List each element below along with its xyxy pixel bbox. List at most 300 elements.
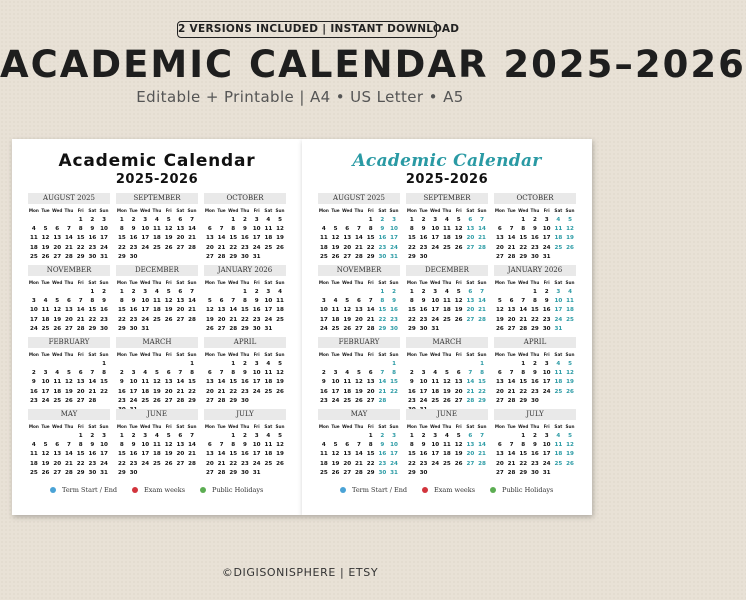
- day-cell: 26: [454, 460, 463, 467]
- weekday-label: Mon: [494, 424, 505, 429]
- day-cell: 20: [76, 388, 85, 395]
- day-cell: 11: [264, 226, 273, 233]
- day-cell: 3: [544, 361, 549, 367]
- day-cell: 5: [456, 433, 461, 439]
- weekday-label: Thu: [530, 352, 540, 357]
- day-cell: 3: [266, 289, 271, 295]
- day-cell: 12: [164, 226, 173, 233]
- day-cell: 6: [207, 442, 212, 449]
- legend-item: [50, 484, 117, 496]
- day-cell: 22: [519, 244, 528, 251]
- day-cell: 25: [566, 316, 574, 323]
- legend-label: Term Start / End: [352, 486, 408, 494]
- legend-label: Exam weeks: [434, 486, 476, 494]
- weekday-label: Tue: [331, 280, 340, 285]
- day-cell: 27: [466, 244, 475, 251]
- day-cell: 12: [276, 370, 284, 377]
- day-cell: 27: [495, 397, 504, 404]
- day-cell: 8: [380, 298, 385, 305]
- weekday-label: Sat: [554, 208, 563, 213]
- day-cell: 28: [88, 397, 97, 404]
- day-cell: 15: [117, 307, 126, 314]
- weekday-label: Sat: [466, 208, 475, 213]
- day-cell: 14: [217, 379, 226, 386]
- day-cell: 28: [76, 325, 85, 332]
- day-cell: 2: [90, 217, 95, 223]
- day-cell: 20: [176, 451, 185, 458]
- day-cell: 1: [368, 433, 373, 439]
- day-cell: 8: [368, 442, 373, 449]
- day-cell: 1: [380, 289, 385, 295]
- day-cell: 25: [264, 388, 273, 395]
- day-cell: 17: [100, 451, 108, 458]
- day-cell: 12: [205, 307, 214, 314]
- weekday-label: Tue: [331, 208, 340, 213]
- month-block: [494, 337, 576, 407]
- day-cell: 21: [466, 388, 475, 395]
- day-cell: 18: [343, 388, 352, 395]
- day-cell: 16: [129, 307, 138, 314]
- weekday-label: Fri: [253, 424, 260, 429]
- day-cell: 23: [531, 460, 539, 467]
- legend-item: [490, 484, 553, 496]
- day-cell: 13: [65, 307, 73, 314]
- day-cell: 6: [66, 298, 71, 305]
- day-cell: 18: [443, 307, 451, 314]
- day-cell: 19: [454, 451, 463, 458]
- weekday-label: Thu: [442, 280, 452, 285]
- day-cell: 14: [76, 307, 85, 314]
- day-cell: 7: [219, 370, 224, 377]
- day-cell: 4: [154, 289, 159, 295]
- day-cell: 22: [519, 388, 528, 395]
- day-cell: 10: [100, 226, 108, 233]
- day-cell: 17: [542, 379, 551, 386]
- day-cell: 25: [431, 397, 440, 404]
- day-cell: 8: [231, 442, 236, 449]
- day-cell: 22: [76, 460, 85, 467]
- day-cell: 28: [355, 469, 363, 476]
- weekday-label: Thu: [64, 424, 74, 429]
- day-cell: 10: [264, 298, 273, 305]
- legend-label: Public Holidays: [502, 486, 554, 494]
- month-block: [406, 337, 488, 407]
- day-cell: 24: [554, 316, 563, 323]
- weekday-label: Fri: [455, 424, 462, 429]
- day-cell: 13: [495, 235, 504, 242]
- day-cell: 14: [478, 298, 486, 305]
- weekday-label: Mon: [204, 280, 215, 285]
- day-cell: 7: [356, 442, 361, 449]
- day-cell: 10: [29, 307, 38, 314]
- legend-item: [422, 484, 475, 496]
- day-cell: 25: [554, 460, 563, 467]
- day-cell: 23: [419, 316, 428, 323]
- day-cell: 10: [141, 226, 150, 233]
- month-block: [28, 337, 110, 407]
- legend-dot-icon: [490, 487, 496, 493]
- day-cell: 14: [188, 298, 196, 305]
- day-cell: 25: [443, 316, 451, 323]
- day-cell: 10: [141, 298, 150, 305]
- day-cell: 20: [53, 244, 62, 251]
- day-cell: 4: [333, 298, 338, 305]
- day-cell: 16: [419, 235, 428, 242]
- day-cell: 17: [141, 235, 150, 242]
- day-cell: 11: [554, 442, 563, 449]
- day-cell: 27: [53, 469, 62, 476]
- day-cell: 1: [231, 361, 236, 367]
- day-cell: 21: [366, 316, 375, 323]
- day-cell: 28: [229, 325, 238, 332]
- weekday-header: [116, 423, 198, 430]
- day-cell: 17: [554, 307, 563, 314]
- month-name: FEBRUARY: [28, 337, 110, 348]
- weekday-label: Thu: [240, 208, 250, 213]
- day-cell: 14: [188, 442, 196, 449]
- day-cell: 5: [278, 217, 282, 223]
- day-cell: 2: [31, 370, 36, 377]
- day-cell: 6: [497, 370, 502, 377]
- weekday-label: Wed: [52, 352, 63, 357]
- day-cell: 25: [153, 244, 161, 251]
- weekday-label: Sun: [389, 424, 399, 429]
- weekday-label: Sat: [378, 280, 387, 285]
- month-name: JANUARY 2026: [204, 265, 286, 276]
- weekday-label: Tue: [41, 280, 50, 285]
- day-cell: 30: [241, 397, 249, 404]
- product-subtitle: Editable + Printable | A4 • US Letter • A5: [136, 88, 464, 106]
- day-cell: 4: [433, 370, 438, 377]
- day-cell: 26: [454, 316, 463, 323]
- day-cell: 3: [254, 361, 259, 367]
- weekday-label: Mon: [494, 208, 505, 213]
- month-name: APRIL: [494, 337, 576, 348]
- day-cell: 13: [343, 451, 352, 458]
- day-cell: 5: [444, 370, 449, 377]
- day-cell: 18: [319, 460, 328, 467]
- day-cell: 24: [264, 316, 273, 323]
- day-cell: 23: [252, 316, 261, 323]
- day-cell: 5: [166, 289, 171, 295]
- day-cell: 25: [264, 460, 273, 467]
- day-cell: 28: [478, 244, 486, 251]
- legend-dot-icon: [340, 487, 346, 493]
- day-cell: 9: [131, 442, 136, 449]
- day-cell: 15: [407, 307, 416, 314]
- weekday-label: Sun: [477, 352, 487, 357]
- day-cell: 26: [205, 325, 214, 332]
- day-cell: 18: [443, 451, 451, 458]
- day-cell: 13: [176, 442, 185, 449]
- month-block: [28, 193, 110, 263]
- weekday-header: [28, 279, 110, 286]
- day-cell: 24: [431, 460, 440, 467]
- weekday-header: [116, 279, 198, 286]
- month-block: [318, 193, 400, 263]
- day-cell: 22: [531, 316, 539, 323]
- day-cell: 18: [443, 235, 451, 242]
- day-cell: 19: [454, 235, 463, 242]
- month-block: [494, 193, 576, 263]
- day-cell: 31: [264, 325, 273, 332]
- day-cell: 18: [264, 379, 273, 386]
- day-cell: 23: [378, 244, 387, 251]
- legend-label: Term Start / End: [62, 486, 118, 494]
- day-cell: 18: [554, 235, 563, 242]
- day-cell: 2: [392, 289, 396, 295]
- day-cell: 6: [468, 289, 473, 295]
- weekday-header: [204, 207, 286, 214]
- weekday-label: Sat: [88, 424, 97, 429]
- day-cell: 7: [509, 370, 514, 377]
- weekday-label: Fri: [253, 280, 260, 285]
- day-cell: 5: [278, 361, 282, 367]
- day-cell: 26: [164, 316, 173, 323]
- day-cell: 19: [331, 244, 340, 251]
- day-cell: 10: [100, 442, 108, 449]
- day-cell: 11: [554, 370, 563, 377]
- day-cell: 1: [521, 361, 526, 367]
- day-cell: 9: [90, 442, 95, 449]
- legend-item: [340, 484, 407, 496]
- day-cell: 7: [219, 442, 224, 449]
- day-cell: 10: [554, 298, 563, 305]
- day-cell: 10: [331, 379, 340, 386]
- weekday-header: [318, 207, 400, 214]
- day-cell: 6: [178, 289, 183, 295]
- month-block: [406, 265, 488, 335]
- day-cell: 7: [509, 226, 514, 233]
- day-cell: 1: [532, 289, 537, 295]
- day-cell: 5: [568, 361, 572, 367]
- month-name: APRIL: [204, 337, 286, 348]
- day-cell: 21: [507, 388, 516, 395]
- day-cell: 20: [164, 388, 173, 395]
- weekday-label: Sun: [99, 280, 109, 285]
- day-cell: 25: [331, 325, 340, 332]
- day-cell: 29: [407, 325, 416, 332]
- day-cell: 12: [164, 442, 173, 449]
- day-cell: 17: [390, 235, 398, 242]
- weekday-label: Sun: [187, 280, 197, 285]
- day-cell: 26: [443, 397, 451, 404]
- day-cell: 20: [466, 307, 475, 314]
- day-cell: 16: [542, 307, 551, 314]
- weekday-label: Tue: [419, 208, 428, 213]
- day-cell: 3: [392, 433, 396, 439]
- day-cell: 12: [343, 307, 352, 314]
- weekday-label: Fri: [455, 208, 462, 213]
- weekday-label: Mon: [28, 280, 39, 285]
- weekday-label: Sun: [389, 280, 399, 285]
- day-cell: 10: [431, 298, 440, 305]
- day-cell: 15: [117, 235, 126, 242]
- weekday-label: Tue: [129, 352, 138, 357]
- day-cell: 18: [264, 235, 273, 242]
- day-cell: 1: [242, 289, 247, 295]
- day-cell: 26: [41, 253, 50, 260]
- weekday-label: Sun: [99, 352, 109, 357]
- day-cell: 20: [343, 244, 352, 251]
- day-cell: 19: [164, 235, 173, 242]
- day-cell: 30: [100, 325, 108, 332]
- day-cell: 11: [53, 379, 62, 386]
- day-cell: 6: [456, 370, 461, 377]
- day-cell: 9: [119, 379, 124, 386]
- day-cell: 24: [141, 316, 150, 323]
- weekday-label: Fri: [165, 352, 172, 357]
- weekday-label: Sun: [187, 208, 197, 213]
- day-cell: 9: [254, 298, 259, 305]
- day-cell: 17: [542, 451, 551, 458]
- day-cell: 11: [554, 226, 563, 233]
- day-cell: 13: [495, 379, 504, 386]
- day-cell: 4: [321, 226, 326, 233]
- day-cell: 4: [266, 433, 271, 439]
- weekday-label: Fri: [253, 352, 260, 357]
- day-cell: 10: [390, 442, 398, 449]
- day-cell: 8: [409, 442, 414, 449]
- day-cell: 18: [153, 451, 161, 458]
- weekday-label: Sun: [565, 352, 575, 357]
- weekday-label: Fri: [165, 208, 172, 213]
- month-name: JUNE: [116, 409, 198, 420]
- day-cell: 15: [378, 307, 387, 314]
- day-cell: 7: [66, 226, 71, 233]
- day-cell: 13: [454, 379, 463, 386]
- day-cell: 13: [176, 298, 185, 305]
- day-cell: 30: [378, 469, 387, 476]
- day-cell: 30: [129, 253, 138, 260]
- weekday-label: Thu: [64, 208, 74, 213]
- day-cell: 28: [366, 325, 375, 332]
- day-cell: 16: [252, 307, 261, 314]
- day-cell: 14: [507, 235, 516, 242]
- day-cell: 2: [380, 433, 385, 439]
- day-cell: 29: [229, 253, 238, 260]
- day-cell: 1: [521, 217, 526, 223]
- legend-item: [200, 484, 263, 496]
- day-cell: 28: [65, 253, 73, 260]
- day-cell: 26: [276, 460, 284, 467]
- day-cell: 25: [153, 460, 161, 467]
- day-cell: 5: [43, 226, 48, 233]
- day-cell: 17: [29, 316, 38, 323]
- day-cell: 13: [507, 307, 516, 314]
- day-cell: 3: [544, 433, 549, 439]
- day-cell: 7: [190, 433, 194, 439]
- weekday-label: Tue: [507, 352, 516, 357]
- weekday-label: Sun: [99, 208, 109, 213]
- day-cell: 19: [355, 388, 363, 395]
- day-cell: 22: [378, 316, 387, 323]
- day-cell: 17: [100, 235, 108, 242]
- day-cell: 2: [242, 433, 247, 439]
- weekday-label: Mon: [204, 424, 215, 429]
- day-cell: 14: [478, 226, 486, 233]
- weekday-label: Sat: [554, 424, 563, 429]
- day-cell: 9: [242, 226, 247, 233]
- day-cell: 3: [102, 433, 106, 439]
- weekday-label: Thu: [240, 280, 250, 285]
- legend-dot-icon: [50, 487, 56, 493]
- weekday-label: Wed: [140, 280, 151, 285]
- day-cell: 8: [119, 298, 124, 305]
- day-cell: 25: [141, 397, 150, 404]
- day-cell: 22: [229, 388, 238, 395]
- day-cell: 23: [117, 397, 126, 404]
- day-cell: 17: [390, 451, 398, 458]
- day-cell: 24: [29, 325, 38, 332]
- day-cell: 14: [519, 307, 528, 314]
- day-cell: 11: [264, 370, 273, 377]
- day-cell: 27: [343, 469, 352, 476]
- weekday-label: Wed: [430, 424, 441, 429]
- month-name: MAY: [318, 409, 400, 420]
- day-cell: 22: [519, 460, 528, 467]
- day-cell: 7: [480, 289, 484, 295]
- day-cell: 12: [566, 442, 574, 449]
- weekday-label: Thu: [152, 280, 162, 285]
- day-cell: 8: [521, 442, 526, 449]
- weekday-label: Wed: [430, 352, 441, 357]
- day-cell: 31: [542, 253, 551, 260]
- day-cell: 15: [390, 379, 398, 386]
- month-block: [204, 337, 286, 407]
- day-cell: 28: [507, 397, 516, 404]
- weekday-label: Mon: [116, 352, 127, 357]
- day-cell: 30: [129, 325, 138, 332]
- day-cell: 19: [454, 307, 463, 314]
- day-cell: 18: [276, 307, 284, 314]
- day-cell: 3: [143, 289, 148, 295]
- weekday-label: Thu: [354, 280, 364, 285]
- day-cell: 14: [176, 379, 185, 386]
- day-cell: 18: [566, 307, 574, 314]
- weekday-label: Sat: [554, 280, 563, 285]
- weekday-header: [494, 351, 576, 358]
- day-cell: 19: [164, 307, 173, 314]
- weekday-header: [494, 207, 576, 214]
- weekday-label: Tue: [507, 424, 516, 429]
- day-cell: 1: [231, 433, 236, 439]
- day-cell: 24: [431, 244, 440, 251]
- day-cell: 23: [241, 460, 249, 467]
- weekday-label: Mon: [116, 424, 127, 429]
- day-cell: 18: [554, 379, 563, 386]
- day-cell: 6: [178, 217, 183, 223]
- day-cell: 29: [76, 253, 85, 260]
- day-cell: 29: [378, 325, 387, 332]
- day-cell: 30: [378, 253, 387, 260]
- day-cell: 7: [219, 226, 224, 233]
- weekday-label: Sat: [176, 208, 185, 213]
- month-block: [494, 409, 576, 479]
- day-cell: 4: [154, 433, 159, 439]
- day-cell: 24: [319, 325, 328, 332]
- day-cell: 21: [478, 451, 486, 458]
- day-cell: 12: [443, 379, 451, 386]
- day-cell: 3: [433, 433, 438, 439]
- day-cell: 18: [29, 244, 38, 251]
- day-cell: 4: [556, 217, 561, 223]
- day-cell: 18: [153, 307, 161, 314]
- weekday-label: Fri: [367, 424, 374, 429]
- month-name: SEPTEMBER: [116, 193, 198, 204]
- day-cell: 10: [431, 226, 440, 233]
- day-cell: 30: [129, 469, 138, 476]
